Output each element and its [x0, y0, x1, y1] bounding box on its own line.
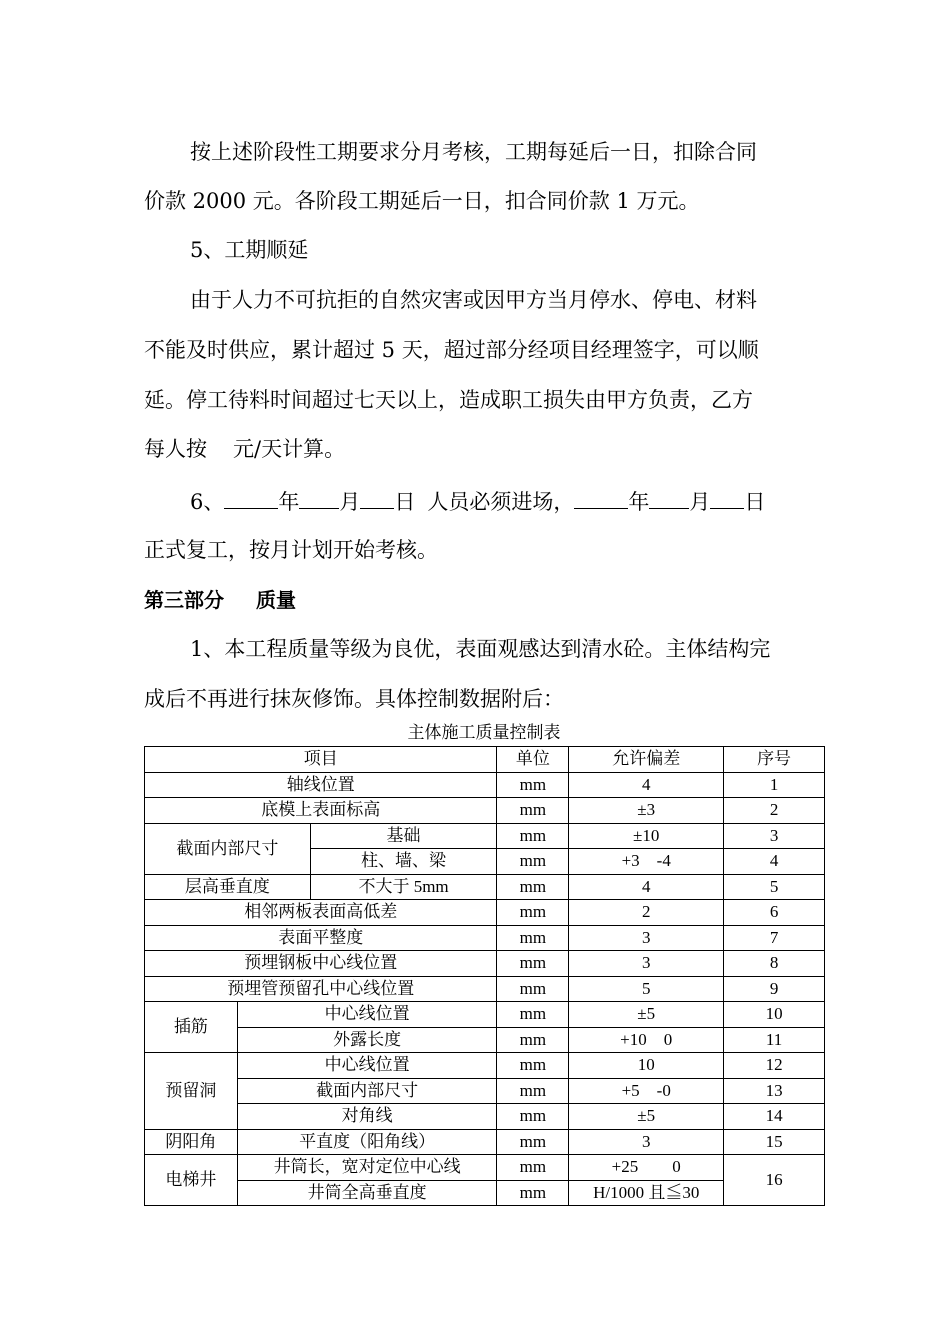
header-unit: 单位 [497, 747, 569, 773]
paragraph-line: 按上述阶段性工期要求分月考核，工期每延后一日，扣除合同 [190, 140, 757, 164]
no-cell: 1 [724, 772, 825, 798]
sub-item-cell: 对角线 [237, 1104, 497, 1130]
no-cell: 9 [724, 976, 825, 1002]
tolerance-cell: +10 0 [569, 1027, 724, 1053]
text-fragment: 6、 [190, 490, 225, 514]
fill-blank [360, 488, 394, 509]
paragraph-line: 不能及时供应，累计超过 5 天，超过部分经项目经理签字，可以顺 [144, 338, 759, 362]
tolerance-cell: 2 [569, 900, 724, 926]
paragraph-line: 延。停工待料时间超过七天以上，造成职工损失由甲方负责，乙方 [144, 388, 753, 412]
text-fragment: 年 [278, 490, 300, 514]
table-row [145, 1104, 825, 1130]
text-fragment: 日 [744, 490, 766, 514]
no-cell: 15 [724, 1129, 825, 1155]
tolerance-cell: 4 [569, 874, 724, 900]
fill-blank [574, 488, 628, 509]
unit-cell: mm [497, 823, 569, 849]
item-cell: 阴阳角 [145, 1129, 238, 1155]
unit-cell: mm [497, 951, 569, 977]
tolerance-cell: +25 0 [569, 1155, 724, 1181]
unit-cell: mm [497, 772, 569, 798]
paragraph-line: 正式复工，按月计划开始考核。 [144, 538, 438, 562]
no-cell: 8 [724, 951, 825, 977]
text-fragment: 日 [394, 490, 416, 514]
tolerance-cell: 10 [569, 1053, 724, 1079]
no-cell: 10 [724, 1002, 825, 1028]
table-row [145, 1129, 825, 1155]
text-fragment: 每人按 [144, 437, 207, 461]
table-row [145, 951, 825, 977]
group-cell: 电梯井 [145, 1155, 238, 1206]
header-tolerance: 允许偏差 [569, 747, 724, 773]
sub-item-cell: 截面内部尺寸 [237, 1078, 497, 1104]
sub-item-cell: 基础 [310, 823, 497, 849]
table-row [145, 925, 825, 951]
sub-item-cell: 中心线位置 [237, 1002, 497, 1028]
table-row [145, 1002, 825, 1028]
sub-item-cell: 不大于 5mm [310, 874, 497, 900]
table-row [145, 900, 825, 926]
no-cell: 2 [724, 798, 825, 824]
no-cell: 16 [724, 1155, 825, 1206]
no-cell: 7 [724, 925, 825, 951]
text-fragment: 元/天计算。 [233, 437, 346, 461]
heading-title: 质量 [256, 588, 296, 612]
unit-cell: mm [497, 1027, 569, 1053]
no-cell: 6 [724, 900, 825, 926]
tolerance-cell: +3 -4 [569, 849, 724, 875]
unit-cell: mm [497, 976, 569, 1002]
sub-item-cell: 外露长度 [237, 1027, 497, 1053]
item-cell: 表面平整度 [145, 925, 497, 951]
tolerance-cell: 3 [569, 951, 724, 977]
table-row [145, 874, 825, 900]
table-row [145, 976, 825, 1002]
unit-cell: mm [497, 1180, 569, 1206]
item-cell: 底模上表面标高 [145, 798, 497, 824]
unit-cell: mm [497, 925, 569, 951]
table-row [145, 1027, 825, 1053]
quality-control-table [144, 746, 825, 1206]
paragraph-line [190, 488, 765, 514]
paragraph-line: 1、本工程质量等级为良优，表面观感达到清水砼。主体结构完 [190, 637, 771, 661]
no-cell: 14 [724, 1104, 825, 1130]
table-row [145, 1155, 825, 1181]
text-fragment: 年 [628, 490, 650, 514]
unit-cell: mm [497, 1129, 569, 1155]
paragraph-line: 成后不再进行抹灰修饰。具体控制数据附后： [144, 687, 564, 711]
no-cell: 5 [724, 874, 825, 900]
table-row [145, 1078, 825, 1104]
tolerance-cell: 4 [569, 772, 724, 798]
text-fragment: 月 [339, 490, 361, 514]
item-cell: 相邻两板表面高低差 [145, 900, 497, 926]
fill-blank [299, 488, 339, 509]
header-no: 序号 [724, 747, 825, 773]
heading-part: 第三部分 [144, 588, 224, 612]
fill-blank [710, 488, 744, 509]
tolerance-cell: H/1000 且≦30 [569, 1180, 724, 1206]
header-item: 项目 [145, 747, 497, 773]
item-cell: 预埋钢板中心线位置 [145, 951, 497, 977]
unit-cell: mm [497, 1053, 569, 1079]
table-row [145, 1053, 825, 1079]
group-cell: 插筋 [145, 1002, 238, 1053]
table-row [145, 772, 825, 798]
table-caption: 主体施工质量控制表 [407, 723, 561, 743]
group-cell: 预留洞 [145, 1053, 238, 1130]
text-fragment: 人员必须进场， [427, 490, 575, 514]
unit-cell: mm [497, 900, 569, 926]
sub-item-cell: 井筒长，宽对定位中心线 [237, 1155, 497, 1181]
tolerance-cell: 3 [569, 925, 724, 951]
sub-item-cell: 中心线位置 [237, 1053, 497, 1079]
unit-cell: mm [497, 1155, 569, 1181]
unit-cell: mm [497, 1104, 569, 1130]
paragraph-line [144, 437, 345, 461]
sub-item-cell: 平直度（阳角线） [237, 1129, 497, 1155]
fill-blank [649, 488, 689, 509]
tolerance-cell: ±5 [569, 1104, 724, 1130]
tolerance-cell: ±5 [569, 1002, 724, 1028]
unit-cell: mm [497, 1002, 569, 1028]
sub-item-cell: 柱、墙、梁 [310, 849, 497, 875]
tolerance-cell: ±10 [569, 823, 724, 849]
no-cell: 13 [724, 1078, 825, 1104]
unit-cell: mm [497, 1078, 569, 1104]
group-cell: 截面内部尺寸 [145, 823, 311, 874]
no-cell: 3 [724, 823, 825, 849]
paragraph-line: 由于人力不可抗拒的自然灾害或因甲方当月停水、停电、材料 [190, 288, 757, 312]
unit-cell: mm [497, 849, 569, 875]
table-row [145, 798, 825, 824]
text-fragment: 月 [689, 490, 711, 514]
table-row [145, 1180, 825, 1206]
item-cell: 层高垂直度 [145, 874, 311, 900]
paragraph-line: 价款 2000 元。各阶段工期延后一日，扣合同价款 1 万元。 [144, 189, 700, 213]
table-header-row [145, 747, 825, 773]
no-cell: 12 [724, 1053, 825, 1079]
sub-item-cell: 井筒全高垂直度 [237, 1180, 497, 1206]
table-row [145, 823, 825, 849]
tolerance-cell: ±3 [569, 798, 724, 824]
tolerance-cell: 3 [569, 1129, 724, 1155]
no-cell: 4 [724, 849, 825, 875]
unit-cell: mm [497, 798, 569, 824]
no-cell: 11 [724, 1027, 825, 1053]
part-heading [144, 588, 296, 612]
item-cell: 预埋管预留孔中心线位置 [145, 976, 497, 1002]
tolerance-cell: 5 [569, 976, 724, 1002]
unit-cell: mm [497, 874, 569, 900]
fill-blank [224, 488, 278, 509]
tolerance-cell: +5 -0 [569, 1078, 724, 1104]
section-title: 5、工期顺延 [190, 238, 309, 262]
item-cell: 轴线位置 [145, 772, 497, 798]
